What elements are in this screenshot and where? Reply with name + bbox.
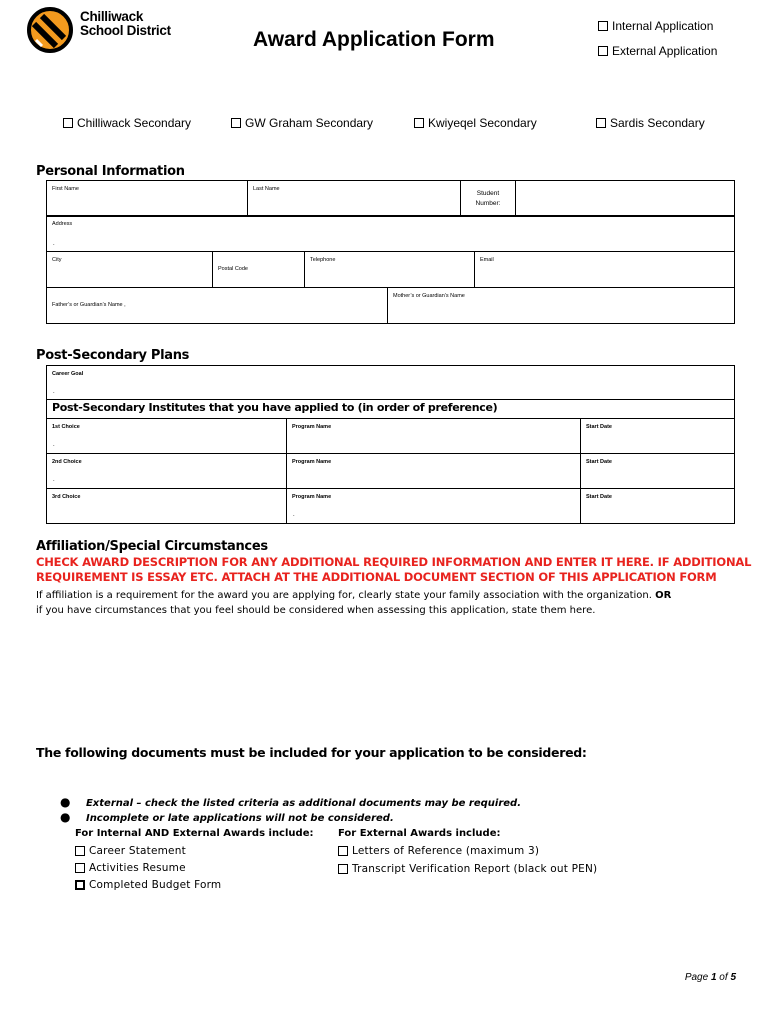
city-label: City [52,257,62,263]
external-application-option[interactable] [598,44,717,58]
document-note-text: External – check the listed criteria as additional documents may be required. [85,798,522,809]
program-name-label: Program Name [292,494,332,500]
logo-wordmark [80,10,171,38]
transcript-report-checkbox[interactable] [338,864,348,874]
choice-field[interactable] [47,454,287,489]
internal-application-checkbox[interactable] [598,21,608,31]
page-number [685,972,736,983]
affiliation-heading: Affiliation/Special Circumstances [36,539,268,554]
activities-resume-label: Activities Resume [89,862,186,874]
document-note-text: Incomplete or late applications will not be considered. [85,813,394,824]
postal-code-label: Postal Code [218,266,248,272]
city-field[interactable] [47,252,213,288]
program-name-field[interactable] [287,419,581,454]
bullet-icon: ● [60,795,71,809]
career-goal-table [46,365,735,400]
start-date-field[interactable] [581,454,735,489]
program-name-label: Program Name [292,459,332,465]
document-note-1 [60,795,521,809]
student-number-label: Student Number: [475,189,501,207]
program-name-field[interactable] [287,489,581,524]
school-checkbox[interactable] [231,118,241,128]
internal-application-label: Internal Application [612,19,714,33]
budget-form-checkbox[interactable] [75,880,85,890]
telephone-label: Telephone [310,257,336,263]
document-note-2 [60,810,394,824]
activities-resume-item[interactable] [75,862,186,874]
institutes-heading: Post-Secondary Institutes that you have applied to (in order of preference) [52,401,498,414]
address-table [46,215,735,252]
mother-guardian-label: Mother’s or Guardian’s Name [393,293,465,299]
institutes-table [46,418,735,524]
last-name-label: Last Name [253,186,280,192]
internal-external-awards-heading: For Internal AND External Awards include: [75,828,314,839]
transcript-report-item[interactable] [338,863,597,875]
city-row-table [46,251,735,288]
guardian-table [46,287,735,324]
program-name-label: Program Name [292,424,332,430]
institute-row [47,454,735,489]
letters-of-reference-item[interactable] [338,845,539,857]
last-name-field[interactable] [248,181,461,217]
mother-guardian-field[interactable] [388,288,735,324]
letters-of-reference-checkbox[interactable] [338,846,348,856]
page-current: 1 [710,972,717,983]
school-option-gw-graham[interactable] [231,116,373,130]
school-label: Chilliwack Secondary [77,116,192,130]
choice-field[interactable] [47,419,287,454]
email-field[interactable] [475,252,735,288]
father-guardian-label: Father’s or Guardian’s Name , [52,302,126,308]
first-name-label: First Name [52,186,79,192]
affiliation-instruction-line-1 [36,588,671,603]
institutes-heading-band [46,399,735,418]
start-date-field[interactable] [581,489,735,524]
school-option-chilliwack[interactable] [63,116,191,130]
start-date-label: Start Date [586,459,612,465]
affiliation-instruction-line-2: if you have circumstances that you feel should be considered when assessing this application, state them here. [36,605,596,616]
transcript-report-label: Transcript Verification Report (black out PEN) [352,863,598,875]
external-application-checkbox[interactable] [598,46,608,56]
choice-field[interactable] [47,489,287,524]
personal-information-heading: Personal Information [36,164,185,179]
external-awards-heading: For External Awards include: [338,828,501,839]
address-label: Address [52,221,73,227]
or-emphasis: OR [655,590,672,601]
activities-resume-checkbox[interactable] [75,863,85,873]
institute-row [47,419,735,454]
choice-label: 2nd Choice [52,459,82,465]
bullet-icon: ● [60,810,71,824]
page-prefix: Page [684,972,711,983]
first-name-field[interactable] [47,181,248,217]
letters-of-reference-label: Letters of Reference (maximum 3) [352,845,540,857]
father-guardian-field[interactable] [47,288,388,324]
logo-line-1: Chilliwack [80,9,144,24]
internal-application-option[interactable] [598,19,713,33]
school-option-sardis[interactable] [596,116,705,130]
school-checkbox[interactable] [414,118,424,128]
field-marker: . [53,477,55,483]
school-checkbox[interactable] [63,118,73,128]
career-goal-field[interactable] [47,366,735,400]
page-total: 5 [730,972,736,983]
start-date-field[interactable] [581,419,735,454]
field-marker: . [53,241,55,247]
choice-label: 3rd Choice [52,494,81,500]
budget-form-label: Completed Budget Form [89,879,222,891]
telephone-field[interactable] [305,252,475,288]
career-statement-checkbox[interactable] [75,846,85,856]
postal-code-field[interactable] [213,252,305,288]
additional-info-instruction-line-1: CHECK AWARD DESCRIPTION FOR ANY ADDITIONAL REQUIRED INFORMATION AND ENTER IT HERE. IF ADDITIONAL [36,555,752,569]
school-checkbox[interactable] [596,118,606,128]
logo-line-2: School District [80,23,171,38]
post-secondary-plans-heading: Post-Secondary Plans [36,348,190,363]
institute-row [47,489,735,524]
school-label: Sardis Secondary [610,116,705,130]
page-of: of [716,972,731,983]
additional-info-instruction-line-2: REQUIREMENT IS ESSAY ETC. ATTACH AT THE ADDITIONAL DOCUMENT SECTION OF THIS APPLICATION FORM [36,570,717,584]
form-title: Award Application Form [253,28,495,51]
budget-form-item[interactable] [75,879,221,891]
field-marker: . [53,389,55,395]
career-statement-label: Career Statement [89,845,186,857]
student-number-field[interactable] [516,181,735,217]
school-option-kwiyeqel[interactable] [414,116,537,130]
logo-mark-icon [26,6,74,54]
school-label: Kwiyeqel Secondary [428,116,537,130]
personal-information-table [46,180,735,217]
field-marker: . [53,442,55,448]
choice-label: 1st Choice [52,424,80,430]
program-name-field[interactable] [287,454,581,489]
start-date-label: Start Date [586,424,612,430]
address-field[interactable] [47,216,735,252]
career-statement-item[interactable] [75,845,186,857]
email-label: Email [480,257,494,263]
school-label: GW Graham Secondary [245,116,374,130]
external-application-label: External Application [612,44,718,58]
career-goal-label: Career Goal [52,371,84,377]
required-documents-heading: The following documents must be included for your application to be considered: [36,745,587,760]
start-date-label: Start Date [586,494,612,500]
affiliation-instruction-text: If affiliation is a requirement for the award you are applying for, clearly state your family association with the organization. [36,590,652,601]
field-marker: . [293,512,295,518]
student-number-label-cell [461,181,516,217]
